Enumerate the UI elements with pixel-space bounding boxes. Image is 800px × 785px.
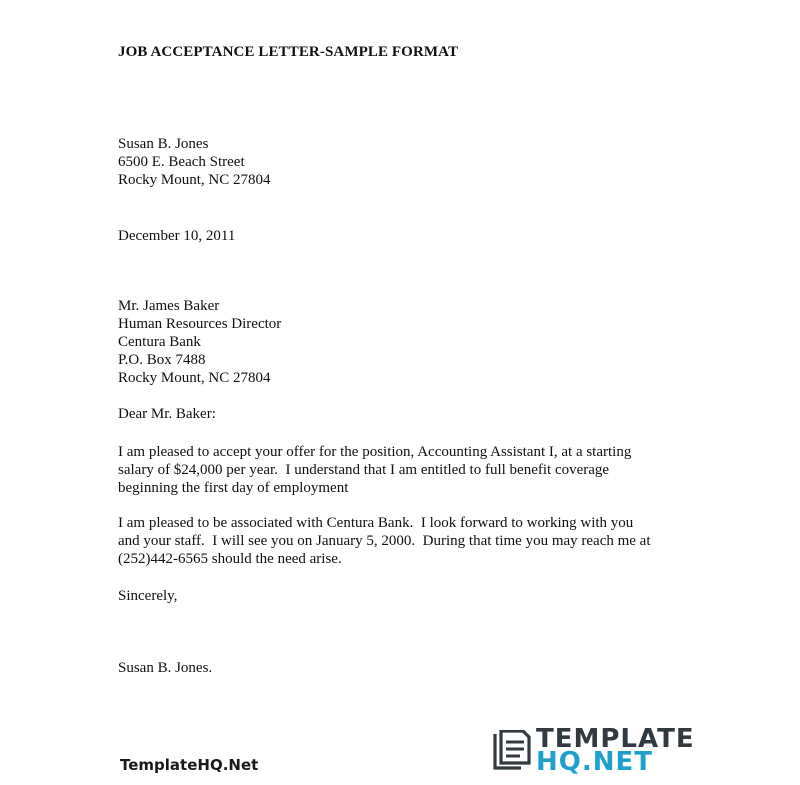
letter-title: JOB ACCEPTANCE LETTER-SAMPLE FORMAT [118, 44, 459, 60]
paragraph-line: salary of $24,000 per year. I understand that I am entitled to full benefit coverage [118, 462, 610, 478]
paragraph-line: I am pleased to be associated with Centura Bank. I look forward to working with you [118, 515, 634, 531]
sender-address [118, 135, 271, 189]
signature [118, 659, 212, 677]
signature-text: Susan B. Jones. [118, 660, 213, 676]
letter-date [118, 227, 235, 245]
closing [118, 587, 177, 605]
paragraph-line: beginning the first day of employment [118, 480, 349, 496]
paragraph-line: (252)442-6565 should the need arise. [118, 551, 342, 567]
date-text: December 10, 2011 [118, 228, 236, 244]
sender-name: Susan B. Jones [118, 136, 209, 152]
logo-word-template: TEMPLATE [536, 724, 695, 754]
sender-street: 6500 E. Beach Street [118, 154, 245, 170]
paragraph-line: and your staff. I will see you on January 5, 2000. During that time you may reach me at [118, 533, 651, 549]
body-paragraph-1 [118, 443, 631, 497]
body-paragraph-2 [118, 514, 651, 568]
site-watermark-text: TemplateHQ.Net [120, 756, 259, 774]
closing-text: Sincerely, [118, 588, 178, 604]
document-lines-icon [492, 730, 532, 772]
salutation-text: Dear Mr. Baker: [118, 406, 216, 422]
recipient-name: Mr. James Baker [118, 298, 220, 314]
recipient-title: Human Resources Director [118, 316, 282, 332]
recipient-city: Rocky Mount, NC 27804 [118, 370, 271, 386]
recipient-address [118, 297, 281, 387]
sender-city: Rocky Mount, NC 27804 [118, 172, 271, 188]
salutation [118, 405, 216, 423]
paragraph-line: I am pleased to accept your offer for the position, Accounting Assistant I, at a starting [118, 444, 632, 460]
logo-word-hq-net: HQ.NET [536, 747, 653, 777]
recipient-company: Centura Bank [118, 334, 201, 350]
templatehq-logo [492, 724, 782, 780]
recipient-po-box: P.O. Box 7488 [118, 352, 206, 368]
